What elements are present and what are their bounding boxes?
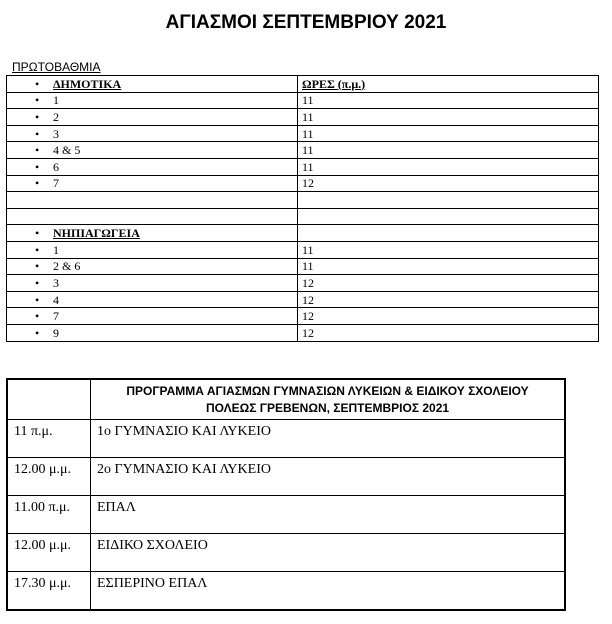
table-row — [7, 158, 599, 175]
hour-cell: 11 — [298, 109, 599, 126]
page-title: ΑΓΙΑΣΜΟΙ ΣΕΠΤΕΜΒΡΙΟΥ 2021 — [165, 12, 447, 33]
bullet-icon: • — [35, 292, 40, 307]
section-subtitle: ΠΡΩΤΟΒΑΘΜΙΑ — [12, 60, 101, 74]
hour-cell: 11 — [298, 92, 599, 109]
bullet-icon: • — [35, 143, 40, 158]
hour-cell: 11 — [298, 125, 599, 142]
time-cell: 11 π.μ. — [7, 420, 91, 458]
time-cell: 17.30 μ.μ. — [7, 572, 91, 611]
bullet-icon: • — [35, 93, 40, 108]
bullet-icon: • — [35, 259, 40, 274]
bullet-icon: • — [35, 176, 40, 191]
school-cell: 6 — [53, 159, 59, 174]
school-cell: ΕΙΔΙΚΟ ΣΧΟΛΕΙΟ — [91, 534, 566, 572]
table-row — [7, 92, 599, 109]
hour-cell: 11 — [298, 258, 599, 275]
time-cell: 12.00 μ.μ. — [7, 458, 91, 496]
table-row — [7, 225, 599, 242]
time-cell: 11.00 π.μ. — [7, 496, 91, 534]
school-cell: 7 — [53, 176, 59, 191]
school-cell: 7 — [53, 309, 59, 324]
bullet-icon: • — [35, 309, 40, 324]
school-cell: 9 — [53, 325, 59, 340]
hour-cell: 11 — [298, 241, 599, 258]
school-cell: 2 & 6 — [53, 259, 81, 274]
table-row — [7, 324, 599, 341]
hour-cell: 12 — [298, 175, 599, 192]
table-row — [7, 420, 565, 458]
table-row — [7, 458, 565, 496]
hour-cell: 12 — [298, 308, 599, 325]
empty-row — [7, 208, 599, 225]
secondary-header-line1: ΠΡΟΓΡΑΜΜΑ ΑΓΙΑΣΜΩΝ ΓΥΜΝΑΣΙΩΝ ΛΥΚΕΙΩΝ & ΕΙΔΙΚΟΥ ΣΧΟΛΕΙΟΥ — [126, 383, 529, 398]
table-row — [7, 241, 599, 258]
table-row — [7, 534, 565, 572]
school-cell: 1ο ΓΥΜΝΑΣΙΟ ΚΑΙ ΛΥΚΕΙΟ — [91, 420, 566, 458]
time-cell: 12.00 μ.μ. — [7, 534, 91, 572]
bullet-icon: • — [35, 76, 40, 91]
empty-row — [7, 192, 599, 209]
bullet-icon: • — [35, 275, 40, 290]
primary-header: ΔΗΜΟΤΙΚΑ — [53, 76, 122, 91]
table-row — [7, 291, 599, 308]
table-header-row — [7, 379, 565, 420]
school-cell: 4 — [53, 292, 59, 307]
bullet-icon: • — [35, 159, 40, 174]
school-cell: 3 — [53, 126, 59, 141]
school-cell: ΕΠΑΛ — [91, 496, 566, 534]
bullet-icon: • — [35, 226, 40, 241]
hour-cell: 11 — [298, 142, 599, 159]
table-row — [7, 76, 599, 93]
hour-cell: 12 — [298, 291, 599, 308]
school-cell: 2ο ΓΥΜΝΑΣΙΟ ΚΑΙ ΛΥΚΕΙΟ — [91, 458, 566, 496]
school-cell: 2 — [53, 109, 59, 124]
bullet-icon: • — [35, 126, 40, 141]
table-row — [7, 125, 599, 142]
hour-cell: 12 — [298, 275, 599, 292]
hours-header: ΩΡΕΣ (π.μ.) — [302, 76, 366, 91]
school-cell: 1 — [53, 242, 59, 257]
table-row — [7, 175, 599, 192]
bullet-icon: • — [35, 325, 40, 340]
table-row — [7, 142, 599, 159]
primary-schedule-table — [6, 75, 599, 342]
hour-cell: 12 — [298, 324, 599, 341]
school-cell: 3 — [53, 275, 59, 290]
table-row — [7, 572, 565, 611]
table-row — [7, 109, 599, 126]
table-row — [7, 258, 599, 275]
secondary-schedule-table — [6, 378, 566, 611]
table-row — [7, 308, 599, 325]
kindergarten-header: ΝΗΠΙΑΓΩΓΕΙΑ — [53, 226, 140, 241]
bullet-icon: • — [35, 109, 40, 124]
hour-cell: 11 — [298, 158, 599, 175]
school-cell: 1 — [53, 93, 59, 108]
secondary-header-line2: ΠΟΛΕΩΣ ΓΡΕΒΕΝΩΝ, ΣΕΠΤΕΜΒΡΙΟΣ 2021 — [205, 400, 450, 415]
bullet-icon: • — [35, 242, 40, 257]
table-row — [7, 275, 599, 292]
table-row — [7, 496, 565, 534]
school-cell: 4 & 5 — [53, 143, 81, 158]
school-cell: ΕΣΠΕΡΙΝΟ ΕΠΑΛ — [91, 572, 566, 611]
